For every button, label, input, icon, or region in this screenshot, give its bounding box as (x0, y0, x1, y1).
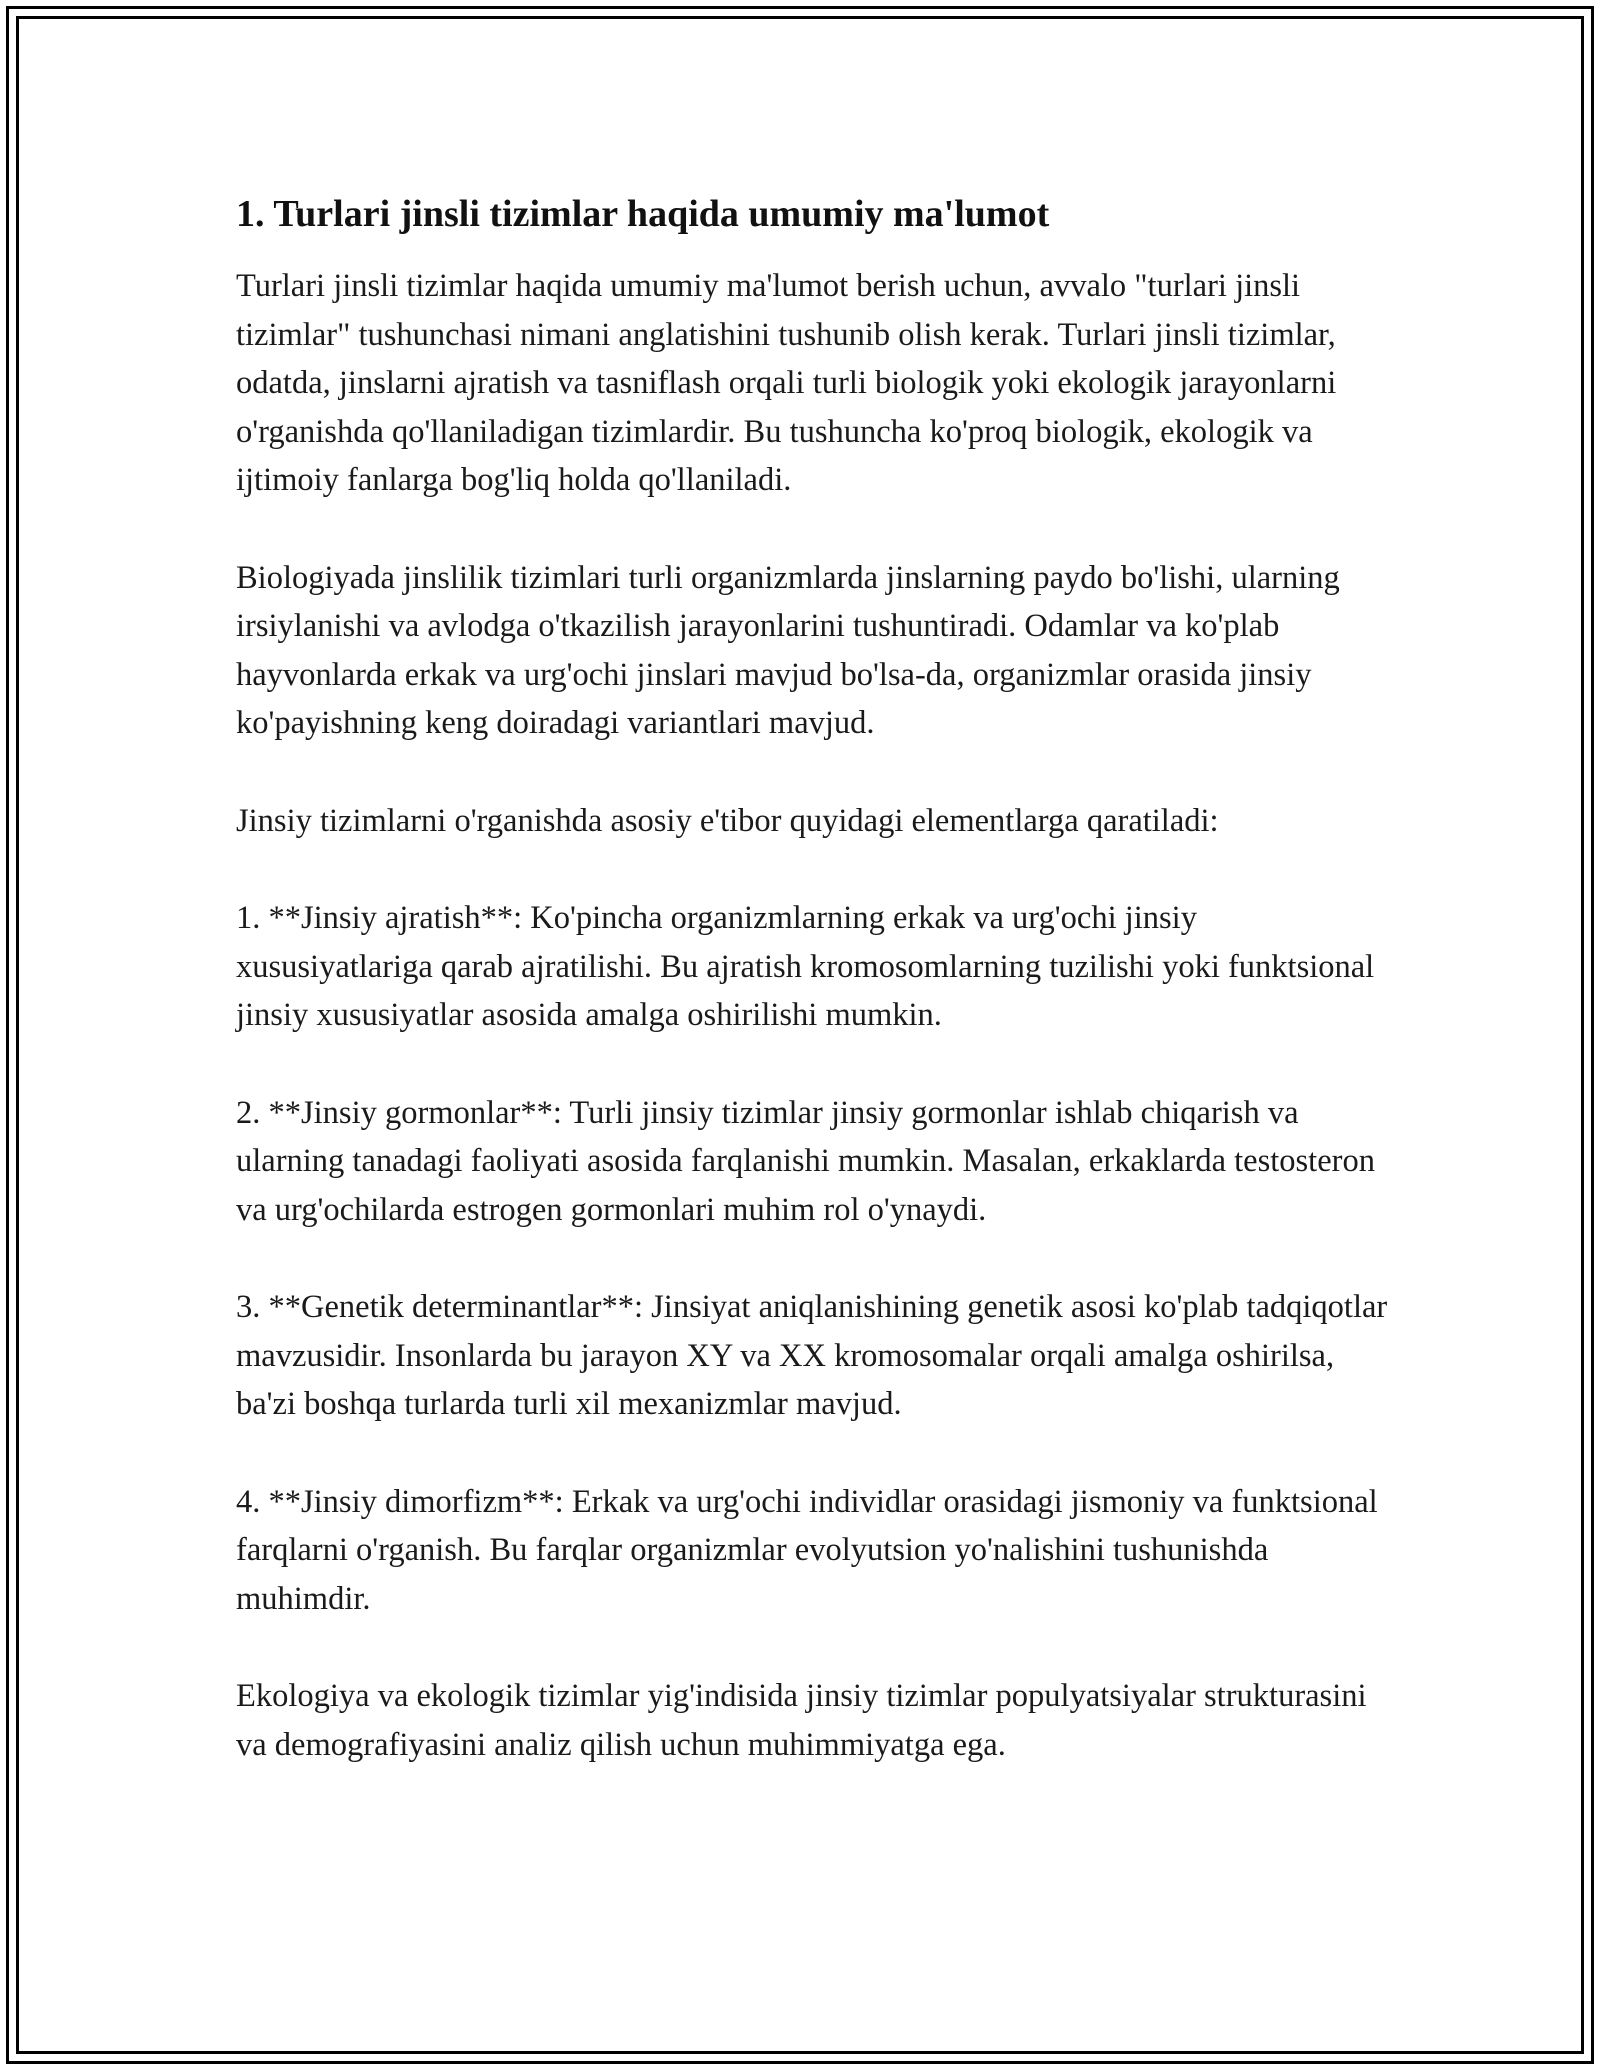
list-item-sex-hormones: 2. **Jinsiy gormonlar**: Turli jinsiy tizimlar jinsiy gormonlar ishlab chiqarish va ularning tanadagi faoliyati asosida farqlanishi mumkin. Masalan, erkaklarda testosteron va urg'ochilarda estrogen gormonlari muhim rol o'ynaydi. (236, 1094, 1375, 1228)
paragraph-intro: Turlari jinsli tizimlar haqida umumiy ma'lumot berish uchun, avvalo "turlari jinsli tizimlar" tushunchasi nimani anglatishini tushunib olish kerak. Turlari jinsli tizimlar, odatda, jinslarni ajratish va tasniflash orqali turli biologik yoki ekologik jarayonlarni o'rganishda qo'llaniladigan tizimlardir. Bu tushuncha ko'proq biologik, ekologik va ijtimoiy fanlarga bog'liq holda qo'llaniladi. (236, 268, 1337, 498)
list-item-sexual-separation: 1. **Jinsiy ajratish**: Ko'pincha organizmlarning erkak va urg'ochi jinsiy xususiyatlariga qarab ajratilishi. Bu ajratish kromosomlarning tuzilishi yoki funktsional jinsiy xususiyatlar asosida amalga oshirilishi mumkin. (236, 900, 1375, 1033)
document-body (236, 186, 1396, 1818)
section-heading: 1. Turlari jinsli tizimlar haqida umumiy ma'lumot (236, 193, 1050, 235)
paragraph-ecology: Ekologiya va ekologik tizimlar yig'indisida jinsiy tizimlar populyatsiyalar strukturasini va demografiyasini analiz qilish uchun muhimmiyatga ega. (236, 1678, 1367, 1763)
list-item-genetic-determinants: 3. **Genetik determinantlar**: Jinsiyat aniqlanishining genetik asosi ko'plab tadqiqotlar mavzusidir. Insonlarda bu jarayon XY va XX kromosomalar orqali amalga oshirilsa, ba'zi boshqa turlarda turli xil mexanizmlar mavjud. (236, 1289, 1388, 1422)
paragraph-focus: Jinsiy tizimlarni o'rganishda asosiy e'tibor quyidagi elementlarga qaratiladi: (236, 802, 1219, 839)
paragraph-biology: Biologiyada jinslilik tizimlari turli organizmlarda jinslarning paydo bo'lishi, ularning irsiylanishi va avlodga o'tkazilish jarayonlarini tushuntiradi. Odamlar va ko'plab hayvonlarda erkak va urg'ochi jinslari mavjud bo'lsa-da, organizmlar orasida jinsiy ko'payishning keng doiradagi variantlari mavjud. (236, 559, 1340, 741)
list-item-sexual-dimorphism: 4. **Jinsiy dimorfizm**: Erkak va urg'ochi individlar orasidagi jismoniy va funktsional farqlarni o'rganish. Bu farqlar organizmlar evolyutsion yo'nalishini tushunishda muhimdir. (236, 1483, 1378, 1617)
